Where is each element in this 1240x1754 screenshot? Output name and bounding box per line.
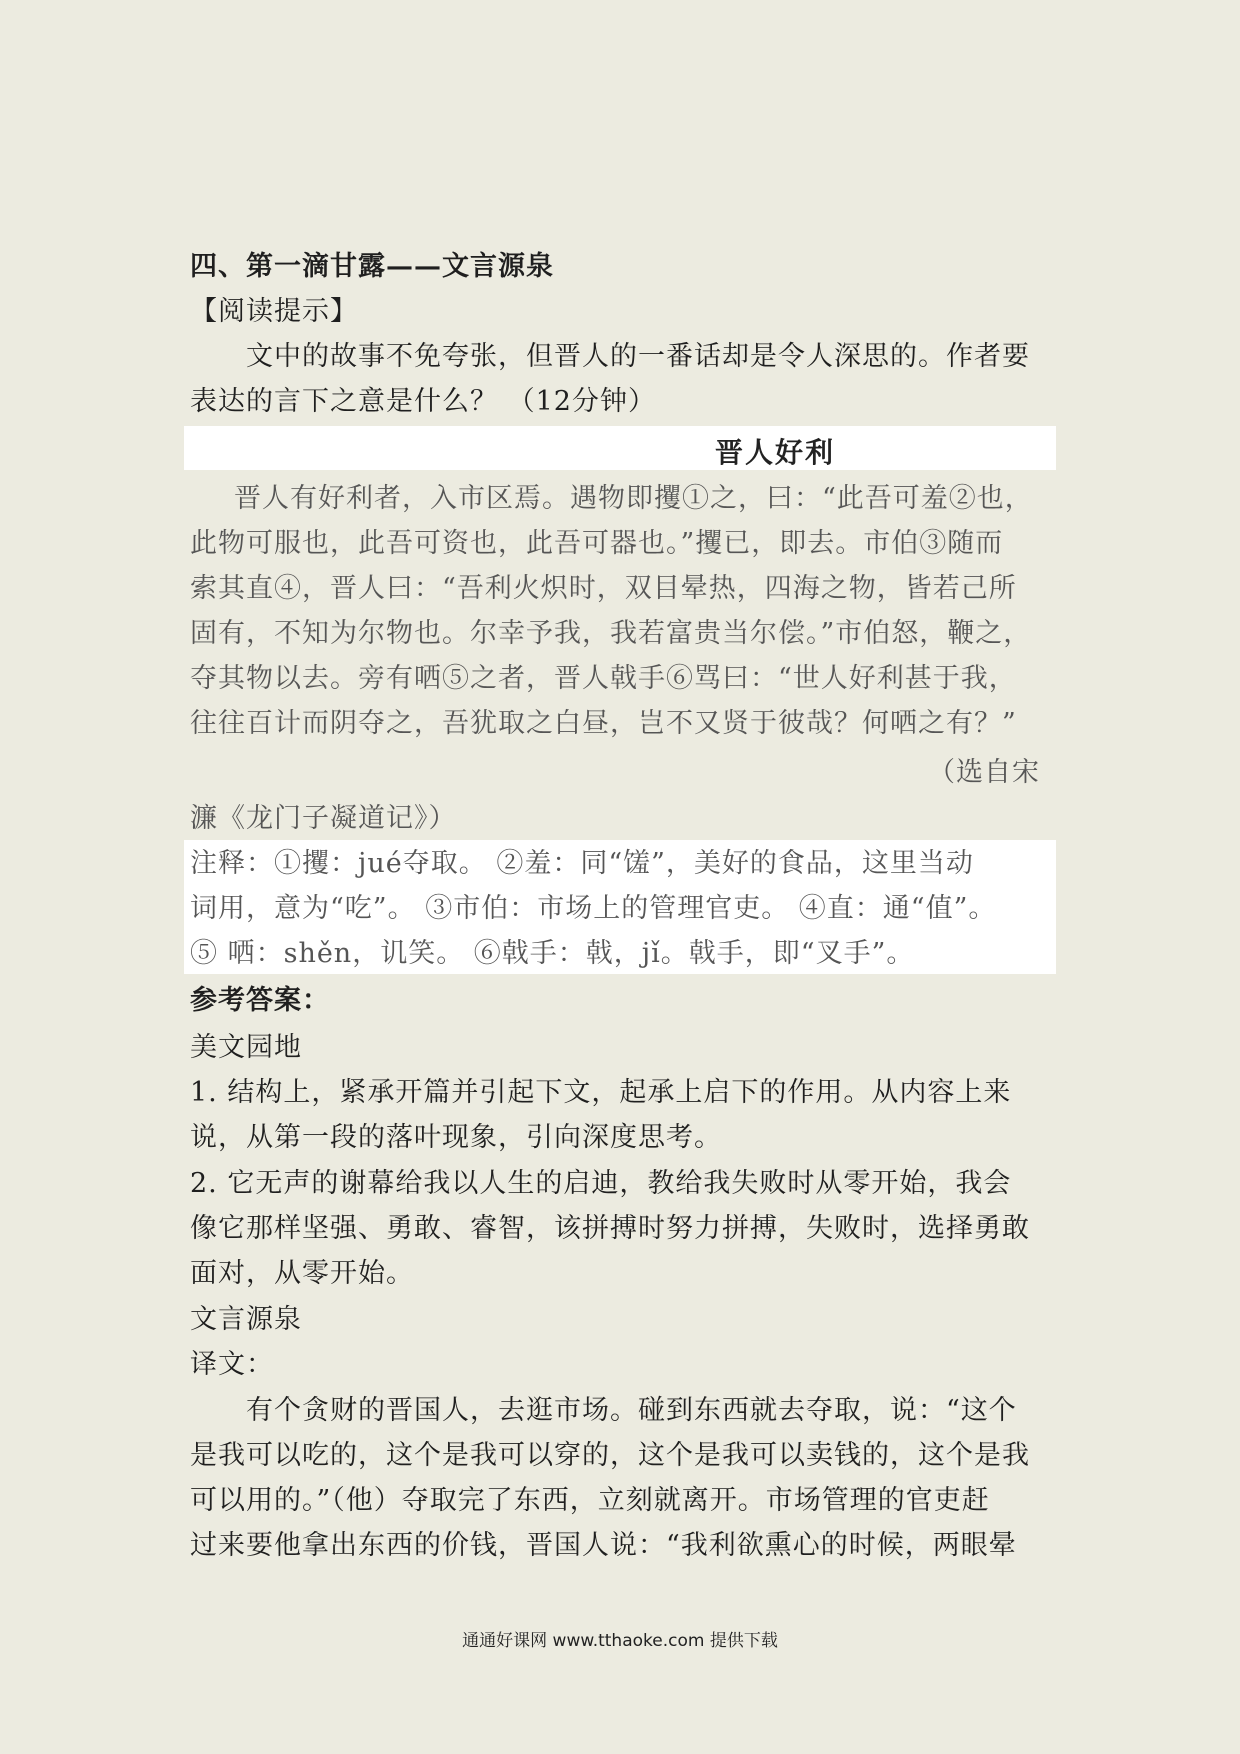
reading-tip-line: 文中的故事不免夸张，但晋人的一番话却是令人深思的。作者要 [246, 341, 1030, 372]
notes-line: 注释：①攫：jué夺取。 ②羞：同“馐”，美好的食品，这里当动 [190, 848, 974, 879]
passage-line: 夺其物以去。旁有哂⑤之者，晋人戟手⑥骂曰：“世人好利甚于我， [190, 663, 1017, 694]
source-line: （选自宋 [928, 757, 1040, 788]
passage-line: 索其直④，晋人曰：“吾利火炽时，双目晕热，四海之物，皆若己所 [190, 573, 1017, 604]
passage-title: 晋人好利 [715, 436, 836, 469]
answer-line: 面对，从零开始。 [190, 1258, 414, 1289]
answer-line: 1. 结构上，紧承开篇并引起下文，起承上启下的作用。从内容上来 [190, 1077, 1012, 1108]
passage-line: 此物可服也，此吾可资也，此吾可器也。”攫已，即去。市伯③随而 [190, 528, 1004, 559]
notes-line: ⑤ 哂：shěn，讥笑。 ⑥戟手：戟，jǐ。戟手，即“叉手”。 [190, 938, 915, 969]
answer-line: 2. 它无声的谢幕给我以人生的启迪，教给我失败时从零开始，我会 [190, 1168, 1012, 1199]
page-footer: 通通好课网 www.tthaoke.com 提供下载 [462, 1631, 778, 1651]
answers-section-heading: 文言源泉 [190, 1304, 302, 1335]
passage-line: 往往百计而阴夺之，吾犹取之白昼，岂不又贤于彼哉？何哂之有？” [190, 708, 1017, 739]
source-line: 濂《龙门子凝道记》） [190, 803, 457, 834]
answers-label: 参考答案： [190, 985, 330, 1016]
section-title: 四、第一滴甘露——文言源泉 [190, 251, 554, 282]
answer-line: 像它那样坚强、勇敢、睿智，该拼搏时努力拼搏，失败时，选择勇敢 [190, 1213, 1030, 1244]
notes-line: 词用，意为“吃”。 ③市伯：市场上的管理官吏。 ④直：通“值”。 [190, 893, 997, 924]
translation-line: 可以用的。”（他）夺取完了东西，立刻就离开。市场管理的官吏赶 [190, 1485, 990, 1516]
answer-line: 说，从第一段的落叶现象，引向深度思考。 [190, 1122, 722, 1153]
reading-tip-label: 【阅读提示】 [190, 296, 358, 327]
passage-line: 晋人有好利者，入市区焉。遇物即攫①之，曰：“此吾可羞②也， [234, 483, 1033, 514]
answers-section-heading: 美文园地 [190, 1032, 302, 1063]
translation-line: 过来要他拿出东西的价钱，晋国人说：“我利欲熏心的时候，两眼晕 [190, 1530, 1017, 1561]
passage-line: 固有，不知为尔物也。尔幸予我，我若富贵当尔偿。”市伯怒，鞭之， [190, 618, 1032, 649]
translation-line: 是我可以吃的，这个是我可以穿的，这个是我可以卖钱的，这个是我 [190, 1440, 1030, 1471]
translation-line: 有个贪财的晋国人，去逛市场。碰到东西就去夺取，说：“这个 [246, 1395, 1017, 1426]
translation-label: 译文： [190, 1349, 274, 1380]
reading-tip-line: 表达的言下之意是什么？ （12分钟） [190, 386, 656, 417]
passage-title-band [184, 426, 1056, 470]
